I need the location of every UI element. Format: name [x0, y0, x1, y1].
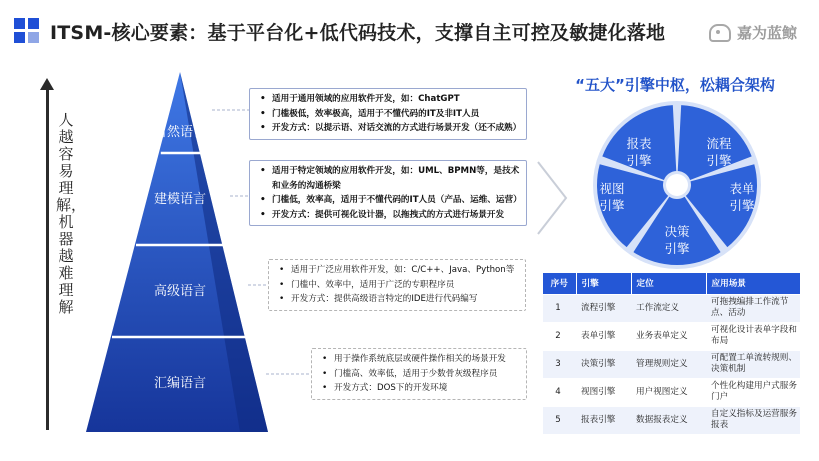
table-cell: 可拖拽编排工作流节点、活动: [706, 294, 800, 322]
desc-item: • 门槛低，效率高，适用于不懂代码的IT人员（产品、运维、运营）: [258, 193, 520, 208]
desc-item: • 开发方式：以提示语、对话交流的方式进行场景开发（还不成熟）: [258, 121, 520, 136]
desc-item: • 开发方式：提供可视化设计器，以拖拽式的方式进行场景开发: [258, 208, 520, 223]
table-row: [543, 322, 800, 350]
table-cell: 1: [543, 294, 576, 322]
table-cell: 个性化构建用户式服务门户: [706, 378, 800, 406]
desc-box-modeling: [249, 160, 527, 226]
desc-item: • 开发方式：提供高级语言特定的IDE进行代码编写: [277, 292, 519, 307]
table-cell: 决策引擎: [576, 350, 631, 378]
table-cell: 管理规则定义: [631, 350, 706, 378]
desc-box-assembly: [311, 348, 527, 400]
table-cell: 表单引擎: [576, 322, 631, 350]
wheel-segment-label: 表单 引擎: [729, 181, 755, 213]
table-header-row: [543, 273, 800, 294]
wheel-segment-label: 决策 引擎: [664, 224, 690, 256]
desc-item: • 门槛中、效率中，适用于广泛的专职程序员: [277, 278, 519, 293]
desc-item: • 适用于通用领域的应用软件开发，如：ChatGPT: [258, 92, 520, 107]
table-cell: 工作流定义: [631, 294, 706, 322]
desc-item: • 用于操作系统底层或硬件操作相关的场景开发: [320, 352, 520, 367]
desc-item: • 门槛极低，效率极高，适用于不懂代码的IT及非IT人员: [258, 107, 520, 122]
wheel-segment-label: 报表 引擎: [626, 136, 652, 168]
wheel-hub: [666, 174, 688, 196]
desc-item: • 门槛高、效率低，适用于少数骨灰级程序员: [320, 367, 520, 382]
table-cell: 2: [543, 322, 576, 350]
brand-logo-text: 嘉为蓝鲸: [736, 24, 797, 42]
table-header-cell: 定位: [631, 273, 706, 294]
table-header-cell: 引擎: [576, 273, 631, 294]
desc-box-natural: [249, 88, 527, 140]
wheel-segment-label: 流程 引擎: [706, 136, 732, 168]
table-header-cell: 应用场景: [706, 273, 800, 294]
table-cell: 流程引擎: [576, 294, 631, 322]
table-cell: 报表引擎: [576, 406, 631, 434]
page-title: ITSM-核心要素：基于平台化+低代码技术，支撑自主可控及敏捷化落地: [50, 21, 666, 44]
table-cell: 可配置工单流转规则、决策机制: [706, 350, 800, 378]
table-row: [543, 378, 800, 406]
axis-label: 人越容易理解，机器越难理解: [56, 111, 87, 316]
table-cell: 自定义指标及运营服务报表: [706, 406, 800, 434]
desc-item: • 适用于特定领域的应用软件开发，如：UML、BPMN等，是技术和业务的沟通桥梁: [258, 164, 520, 193]
table-row: [543, 350, 800, 378]
table-cell: 用户视图定义: [631, 378, 706, 406]
table-cell: 可视化设计表单字段和布局: [706, 322, 800, 350]
pyramid-level-natural: 自然语言: [153, 125, 206, 140]
pyramid-level-high: 高级语言: [153, 284, 206, 299]
pyramid-level-modeling: 建模语言: [153, 192, 206, 207]
table-cell: 视图引擎: [576, 378, 631, 406]
pyramid-level-assembly: 汇编语言: [153, 376, 206, 391]
table-header-cell: 序号: [543, 273, 576, 294]
desc-box-high: [268, 259, 526, 311]
wheel-segment-label: 视图 引擎: [599, 181, 625, 213]
desc-item: • 适用于广泛应用软件开发，如：C/C++、Java、Python等: [277, 263, 519, 278]
table-cell: 3: [543, 350, 576, 378]
table-cell: 4: [543, 378, 576, 406]
engines-title: “五大”引擎中枢，松耦合架构: [575, 76, 775, 94]
desc-item: • 开发方式：DOS下的开发环境: [320, 381, 520, 396]
table-cell: 5: [543, 406, 576, 434]
chevron-right-icon: [532, 158, 572, 238]
engine-table: [543, 273, 801, 434]
table-cell: 业务表单定义: [631, 322, 706, 350]
table-row: [543, 406, 800, 434]
table-cell: 数据报表定义: [631, 406, 706, 434]
table-row: [543, 294, 800, 322]
